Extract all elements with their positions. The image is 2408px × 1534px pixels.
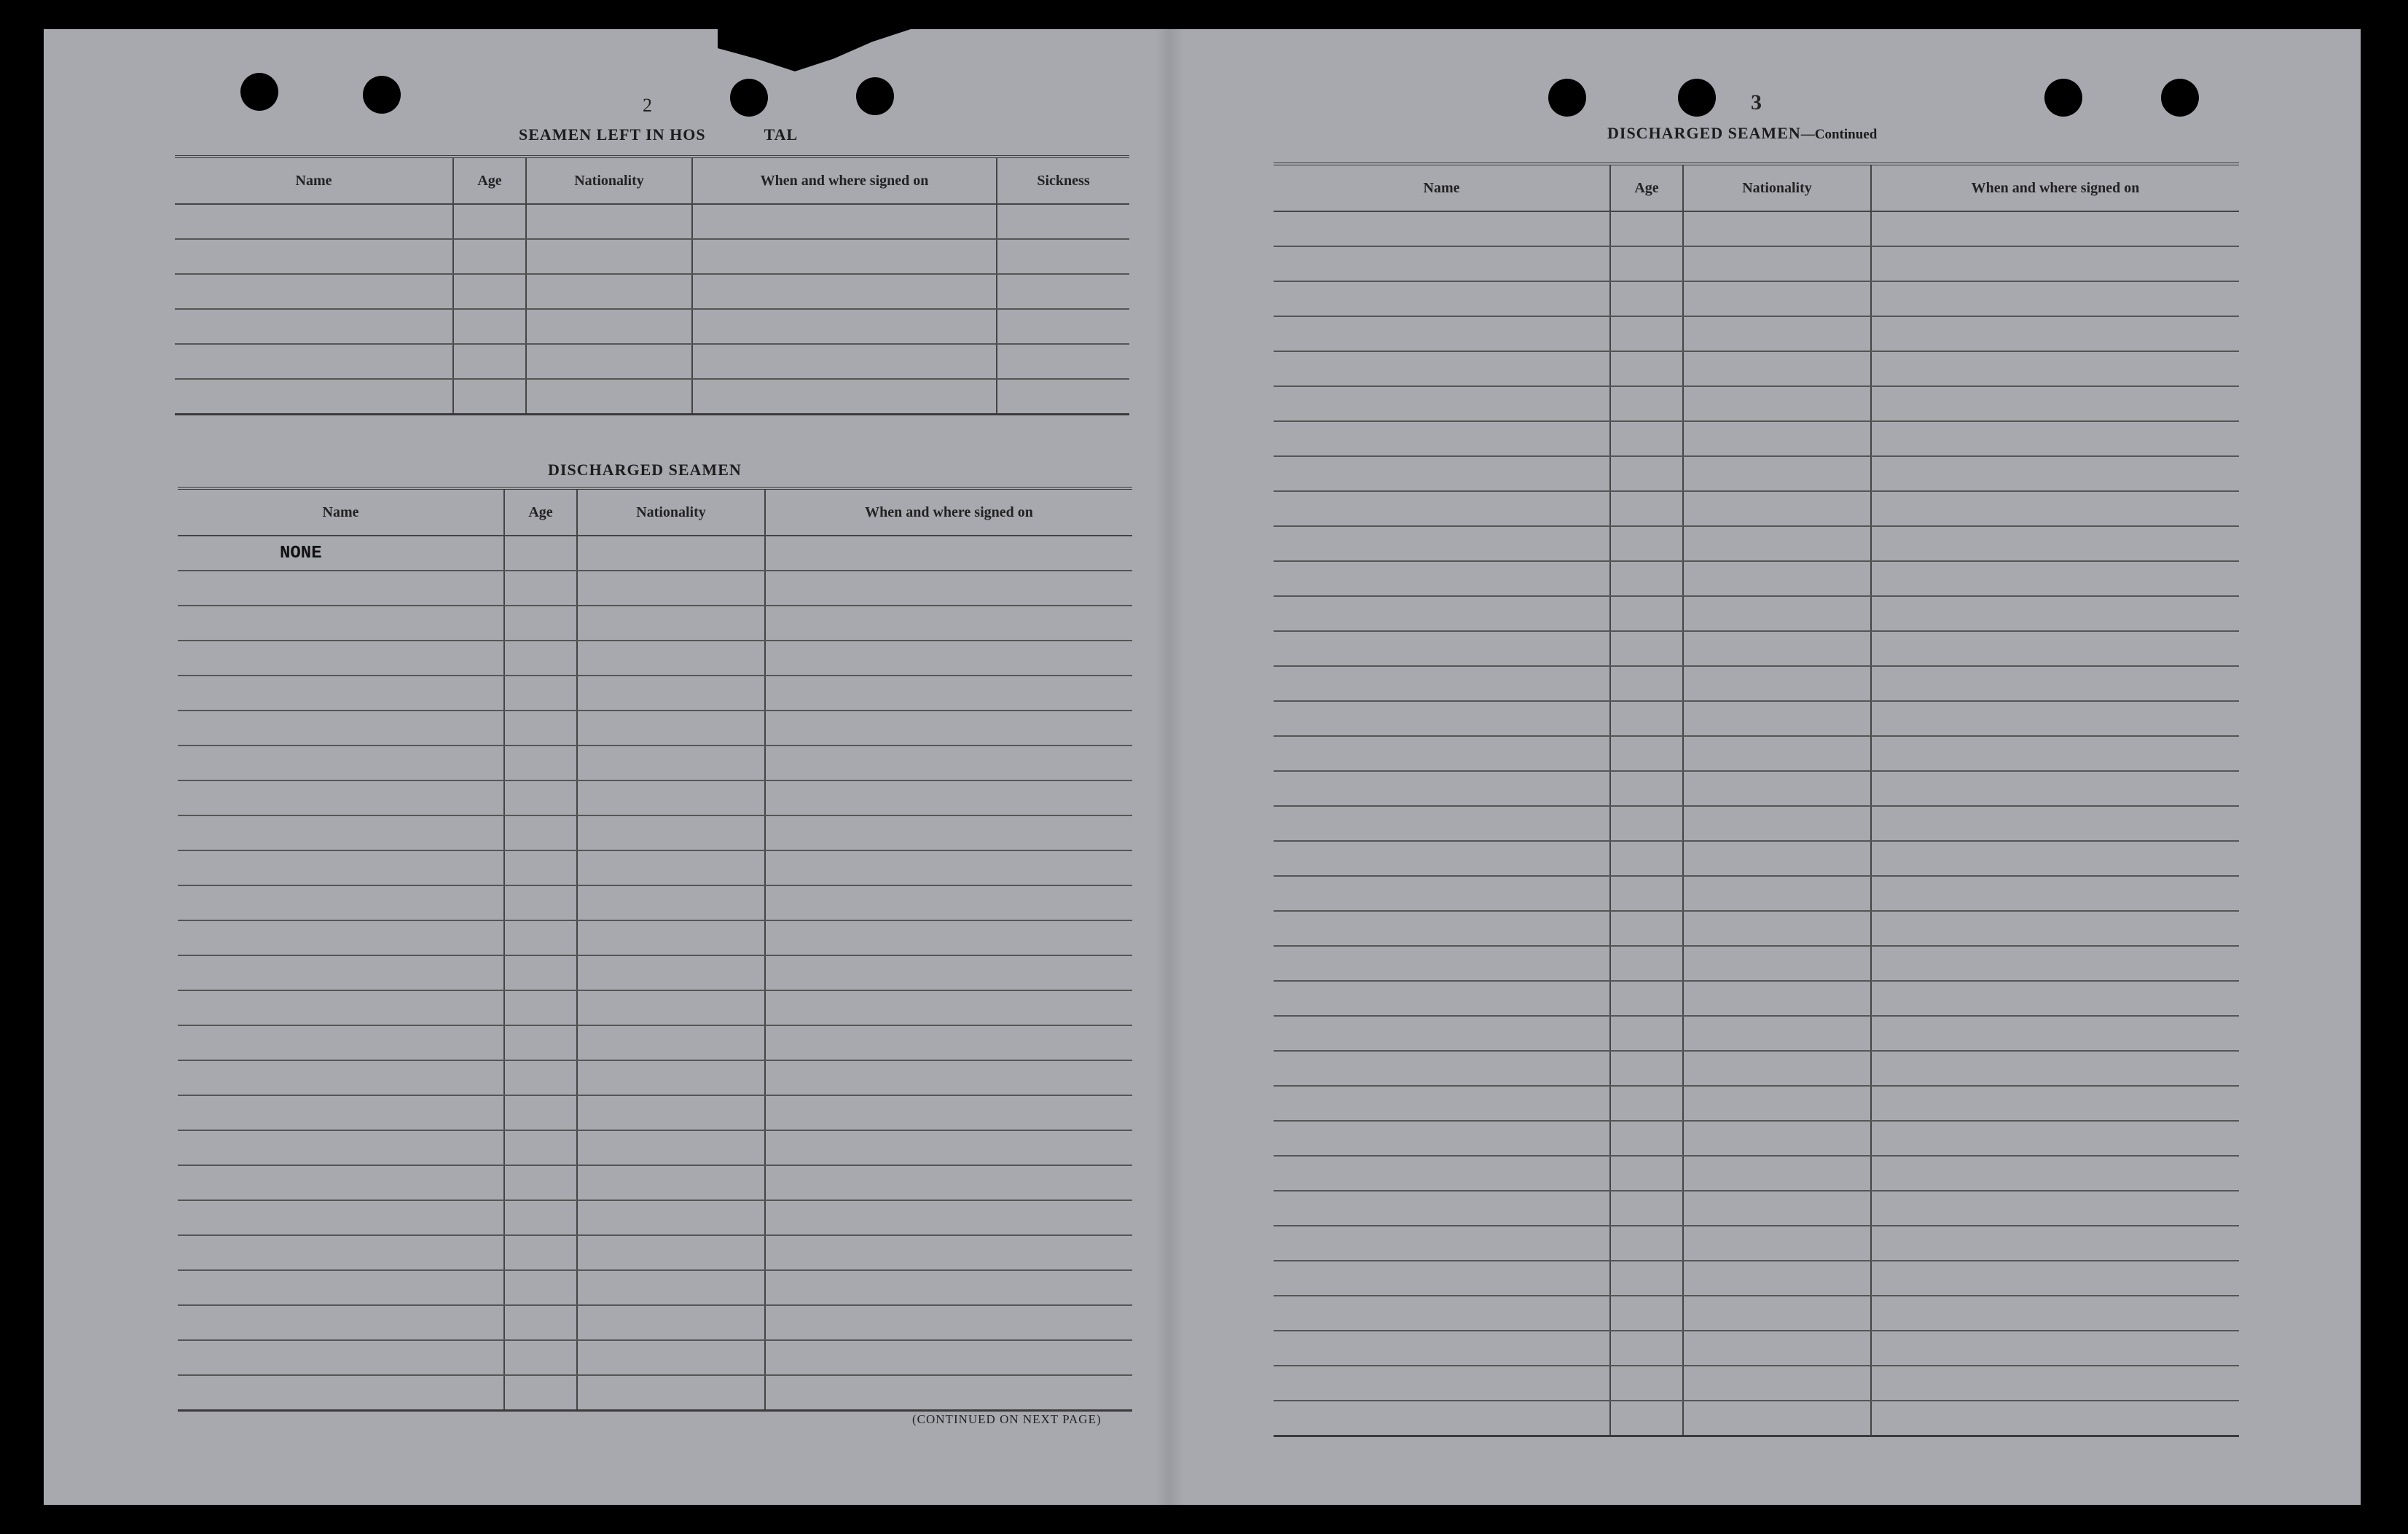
title-suffix: —Continued xyxy=(1800,127,1878,142)
table-row xyxy=(178,990,1132,1025)
table-row xyxy=(1274,946,2239,981)
hospital-table xyxy=(175,155,1129,415)
table-header-row xyxy=(175,157,1129,204)
table-row xyxy=(1274,1296,2239,1331)
table-row xyxy=(1274,1366,2239,1401)
column-header-nationality: Nationality xyxy=(526,157,692,204)
table-row xyxy=(178,571,1132,606)
table-row xyxy=(1274,421,2239,456)
column-header-nationality: Nationality xyxy=(577,488,765,536)
table-row xyxy=(175,204,1129,239)
table-row xyxy=(1274,1156,2239,1191)
table-row xyxy=(1274,701,2239,736)
table-row xyxy=(178,1060,1132,1095)
table-row xyxy=(1274,806,2239,841)
table-row xyxy=(1274,876,2239,911)
table-row xyxy=(178,780,1132,815)
table-row xyxy=(1274,561,2239,596)
table-row xyxy=(1274,1016,2239,1051)
page-fold xyxy=(1155,29,1184,1505)
table-row xyxy=(178,1025,1132,1060)
table-row xyxy=(1274,1331,2239,1366)
punch-hole xyxy=(1678,79,1716,117)
column-header-nationality: Nationality xyxy=(1683,164,1871,211)
table-row xyxy=(178,1165,1132,1200)
table-row xyxy=(178,711,1132,746)
column-header-age: Age xyxy=(453,157,526,204)
table-row xyxy=(1274,1261,2239,1296)
table-row xyxy=(1274,666,2239,701)
column-header-signed-on: When and where signed on xyxy=(692,157,997,204)
table-row xyxy=(1274,1401,2239,1436)
column-header-name: Name xyxy=(175,157,453,204)
table-row xyxy=(1274,246,2239,281)
table-row xyxy=(1274,281,2239,316)
column-header-sickness: Sickness xyxy=(997,157,1129,204)
punch-hole xyxy=(363,76,401,114)
table-row xyxy=(175,379,1129,415)
column-header-signed-on: When and where signed on xyxy=(1871,164,2239,211)
table-row xyxy=(178,1200,1132,1235)
entry-name: NONE xyxy=(178,536,504,571)
discharged-continued-table xyxy=(1274,163,2239,1437)
table-row xyxy=(178,676,1132,711)
page-number: 3 xyxy=(1751,90,1762,114)
table-row xyxy=(1274,981,2239,1016)
column-header-name: Name xyxy=(178,488,504,536)
table-row xyxy=(178,606,1132,641)
punch-hole xyxy=(2044,79,2082,117)
table-row xyxy=(175,274,1129,309)
table-row xyxy=(178,536,1132,571)
table-row xyxy=(1274,736,2239,771)
table-header-row xyxy=(1274,164,2239,211)
table-row xyxy=(1274,1191,2239,1226)
column-header-name: Name xyxy=(1274,164,1610,211)
table-row xyxy=(175,309,1129,344)
table-row xyxy=(1274,316,2239,351)
hospital-title-end: TAL xyxy=(764,125,799,144)
hospital-title-start: SEAMEN LEFT IN HOS xyxy=(519,125,706,144)
table-row xyxy=(1274,351,2239,386)
table-row xyxy=(1274,456,2239,491)
discharged-table xyxy=(178,487,1132,1412)
hospital-section-title xyxy=(519,125,798,144)
punch-hole xyxy=(2161,79,2199,117)
table-row xyxy=(178,1375,1132,1411)
table-row xyxy=(1274,386,2239,421)
discharged-section-title: DISCHARGED SEAMEN xyxy=(548,461,742,479)
table-header-row xyxy=(178,488,1132,536)
table-row xyxy=(178,1305,1132,1340)
table-row xyxy=(1274,491,2239,526)
punch-hole xyxy=(856,77,894,115)
page-number: 2 xyxy=(643,95,652,116)
column-header-age: Age xyxy=(504,488,577,536)
continued-note: (CONTINUED ON NEXT PAGE) xyxy=(912,1412,1102,1426)
table-row xyxy=(1274,211,2239,246)
column-header-age: Age xyxy=(1610,164,1683,211)
table-row xyxy=(1274,631,2239,666)
column-header-signed-on: When and where signed on xyxy=(765,488,1132,536)
table-row xyxy=(178,1270,1132,1305)
table-row xyxy=(178,1095,1132,1130)
table-row xyxy=(178,955,1132,990)
table-row xyxy=(1274,771,2239,806)
table-row xyxy=(178,1235,1132,1270)
table-row xyxy=(178,746,1132,780)
title-main: DISCHARGED SEAMEN xyxy=(1607,124,1801,142)
table-row xyxy=(175,344,1129,379)
table-row xyxy=(1274,1086,2239,1121)
table-row xyxy=(1274,911,2239,946)
table-row xyxy=(1274,1121,2239,1156)
table-row xyxy=(178,850,1132,885)
table-row xyxy=(1274,526,2239,561)
table-row xyxy=(178,815,1132,850)
table-row xyxy=(178,885,1132,920)
table-row xyxy=(178,1130,1132,1165)
table-row xyxy=(175,239,1129,274)
discharged-continued-title xyxy=(1607,124,1877,143)
punch-hole xyxy=(1548,79,1586,117)
table-row xyxy=(178,1340,1132,1375)
table-row xyxy=(1274,1226,2239,1261)
table-row xyxy=(1274,1051,2239,1086)
table-row xyxy=(1274,596,2239,631)
table-row xyxy=(1274,841,2239,876)
table-row xyxy=(178,920,1132,955)
table-row xyxy=(178,641,1132,676)
punch-hole xyxy=(730,79,768,117)
punch-hole xyxy=(240,73,278,111)
